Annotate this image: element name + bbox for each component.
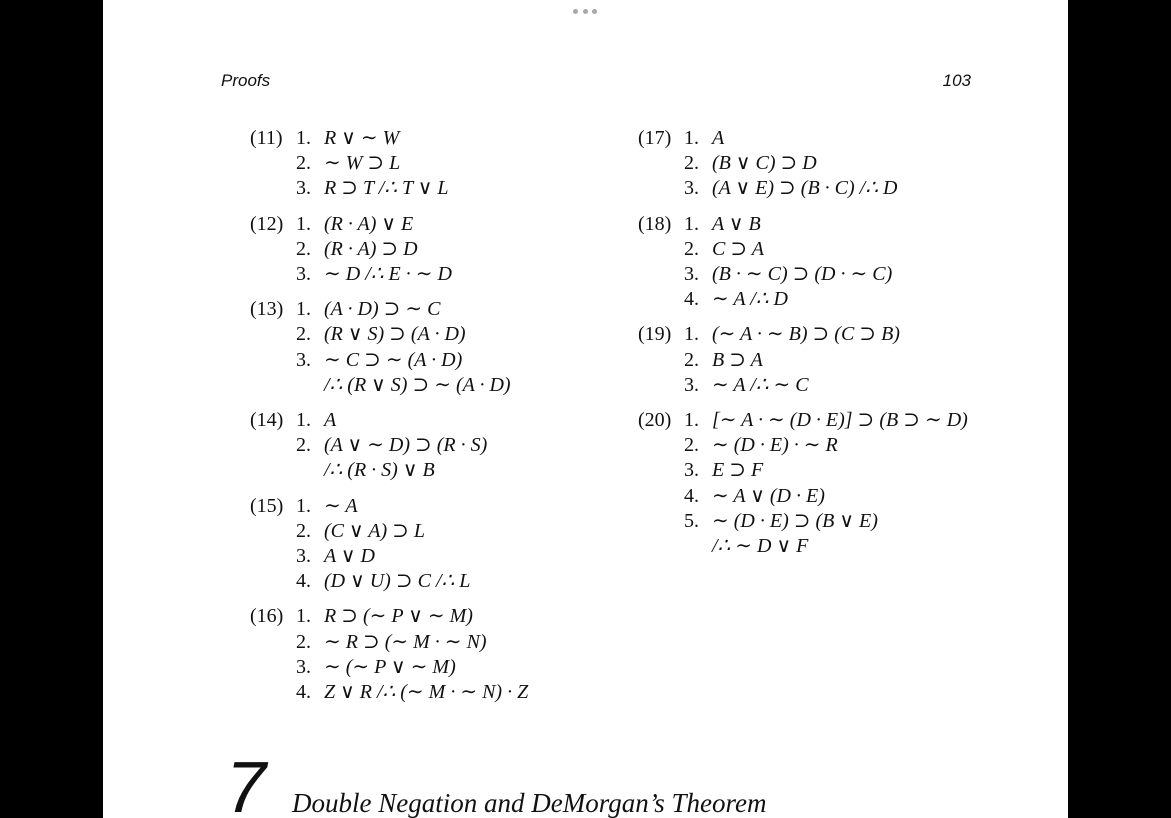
proof-line (638, 509, 968, 534)
proof-line (638, 373, 968, 398)
formula: R ⊃ T /∴ T ∨ L (324, 177, 449, 200)
dot-3 (592, 9, 597, 14)
formula: (R · A) ∨ E (324, 212, 414, 235)
line-number: 5. (684, 509, 699, 532)
formula: A ∨ B (712, 212, 761, 235)
proof-line (250, 655, 528, 680)
formula: (A ∨ ∼ D) ⊃ (R · S) (324, 434, 488, 457)
proof-line (638, 458, 968, 483)
problem-14 (250, 408, 528, 484)
formula: ∼ (D · E) · ∼ R (712, 434, 838, 457)
problem-16 (250, 604, 528, 705)
line-number: 1. (684, 212, 699, 235)
formula: A (712, 127, 725, 149)
proof-line (250, 494, 528, 519)
formula: (R ∨ S) ⊃ (A · D) (324, 323, 466, 346)
line-number: 2. (684, 348, 699, 371)
line-number: 3. (684, 373, 699, 396)
formula: C ⊃ A (712, 237, 764, 260)
proof-line (250, 604, 528, 629)
chapter-heading (226, 748, 767, 818)
formula: E ⊃ F (712, 459, 764, 482)
problem-17 (638, 126, 968, 202)
problem-11 (250, 126, 528, 202)
formula: (B · ∼ C) ⊃ (D · ∼ C) (712, 263, 893, 286)
problem-20 (638, 408, 968, 559)
proof-line (638, 348, 968, 373)
line-number: 4. (684, 288, 699, 311)
proof-line (638, 151, 968, 176)
proof-line (250, 151, 528, 176)
page-number: 103 (942, 71, 971, 90)
problem-18 (638, 212, 968, 313)
formula: (C ∨ A) ⊃ L (324, 519, 426, 542)
proof-line (638, 126, 968, 151)
formula: ∼ W ⊃ L (324, 152, 401, 175)
problem-number: (12) (250, 212, 284, 235)
line-number: 2. (684, 434, 699, 457)
line-number: 1. (296, 212, 311, 235)
line-number: 3. (296, 655, 311, 678)
formula: [∼ A · ∼ (D · E)] ⊃ (B ⊃ ∼ D) (712, 409, 968, 432)
formula: ∼ D /∴ E · ∼ D (324, 263, 452, 286)
line-number: 2. (296, 152, 311, 175)
line-number: 1. (296, 298, 311, 321)
formula: (A ∨ E) ⊃ (B · C) /∴ D (712, 177, 898, 200)
line-number: 3. (296, 348, 311, 371)
formula: /∴ (R ∨ S) ⊃ ∼ (A · D) (324, 373, 511, 396)
formula: A (324, 409, 337, 432)
more-options-icon[interactable] (573, 5, 597, 17)
line-number: 3. (684, 459, 699, 482)
formula: ∼ A ∨ (D · E) (712, 484, 825, 507)
line-number: 4. (296, 570, 311, 593)
proof-line (250, 630, 528, 655)
formula: /∴ (R · S) ∨ B (324, 459, 435, 482)
problem-19 (638, 322, 968, 398)
proof-line (250, 126, 528, 151)
problem-number: (18) (638, 212, 672, 235)
chapter-number: 7 (226, 748, 267, 818)
formula: ∼ A (324, 494, 358, 517)
formula: (∼ A · ∼ B) ⊃ (C ⊃ B) (712, 323, 900, 346)
line-number: 1. (684, 409, 699, 432)
line-number: 2. (296, 237, 311, 260)
line-number: 3. (296, 263, 311, 286)
proof-line (638, 484, 968, 509)
proof-line (638, 176, 968, 201)
chapter-title: Double Negation and DeMorgan’s Theorem (292, 788, 767, 818)
proof-line (638, 408, 968, 433)
proof-line (250, 212, 528, 237)
line-number: 3. (296, 545, 311, 568)
formula: (B ∨ C) ⊃ D (712, 152, 817, 175)
line-number: 2. (296, 630, 311, 653)
line-number: 1. (296, 494, 311, 517)
problem-15 (250, 494, 528, 595)
line-number: 1. (684, 323, 699, 346)
line-number: 1. (296, 605, 311, 628)
problem-13 (250, 297, 528, 398)
proof-line (250, 237, 528, 262)
formula: ∼ C ⊃ ∼ (A · D) (324, 348, 463, 371)
document-page (103, 0, 1068, 818)
line-number: 1. (296, 409, 311, 432)
proof-line (638, 262, 968, 287)
dot-1 (573, 9, 578, 14)
formula: A ∨ D (324, 545, 375, 568)
proof-conclusion (250, 373, 528, 398)
problem-number: (16) (250, 605, 284, 628)
line-number: 3. (684, 177, 699, 200)
formula: Z ∨ R /∴ (∼ M · ∼ N) · Z (324, 681, 529, 704)
problem-12 (250, 212, 528, 288)
proof-line (250, 544, 528, 569)
line-number: 2. (684, 237, 699, 260)
proof-line (638, 433, 968, 458)
proof-line (250, 262, 528, 287)
proof-line (250, 519, 528, 544)
running-head-title: Proofs (221, 71, 271, 90)
proof-line (638, 287, 968, 312)
problem-number: (17) (638, 127, 672, 149)
problem-number: (15) (250, 494, 284, 517)
formula: (D ∨ U) ⊃ C /∴ L (324, 570, 471, 593)
line-number: 3. (296, 177, 311, 200)
proof-line (250, 680, 528, 705)
formula: ∼ (D · E) ⊃ (B ∨ E) (712, 509, 878, 532)
proof-line (250, 322, 528, 347)
formula: ∼ A /∴ D (712, 288, 788, 311)
proof-line (250, 433, 528, 458)
line-number: 2. (684, 152, 699, 175)
proof-line (250, 348, 528, 373)
problem-number: (19) (638, 323, 672, 346)
proof-line (638, 322, 968, 347)
proof-line (250, 569, 528, 594)
formula: ∼ R ⊃ (∼ M · ∼ N) (324, 630, 487, 653)
formula: ∼ (∼ P ∨ ∼ M) (324, 655, 456, 678)
proof-conclusion (638, 534, 968, 559)
formula: /∴ ∼ D ∨ F (712, 535, 809, 558)
line-number: 2. (296, 434, 311, 457)
proof-line (638, 237, 968, 262)
proof-conclusion (250, 458, 528, 483)
formula: (A · D) ⊃ ∼ C (324, 298, 441, 321)
proof-line (250, 408, 528, 433)
problem-number: (14) (250, 409, 284, 432)
line-number: 4. (684, 484, 699, 507)
proof-line (638, 212, 968, 237)
dot-2 (583, 9, 588, 14)
line-number: 4. (296, 681, 311, 704)
formula: B ⊃ A (712, 348, 763, 371)
problem-number: (20) (638, 409, 672, 432)
formula: R ⊃ (∼ P ∨ ∼ M) (324, 605, 473, 628)
line-number: 1. (296, 127, 311, 149)
formula: ∼ A /∴ ∼ C (712, 373, 809, 396)
problems-right-column (638, 126, 968, 569)
problems-left-column (250, 126, 528, 715)
line-number: 2. (296, 323, 311, 346)
proof-line (250, 297, 528, 322)
proof-line (250, 176, 528, 201)
line-number: 2. (296, 519, 311, 542)
formula: (R · A) ⊃ D (324, 237, 418, 260)
problem-number: (11) (250, 127, 283, 149)
formula: R ∨ ∼ W (324, 127, 400, 149)
problem-number: (13) (250, 298, 284, 321)
line-number: 3. (684, 263, 699, 286)
line-number: 1. (684, 127, 699, 149)
